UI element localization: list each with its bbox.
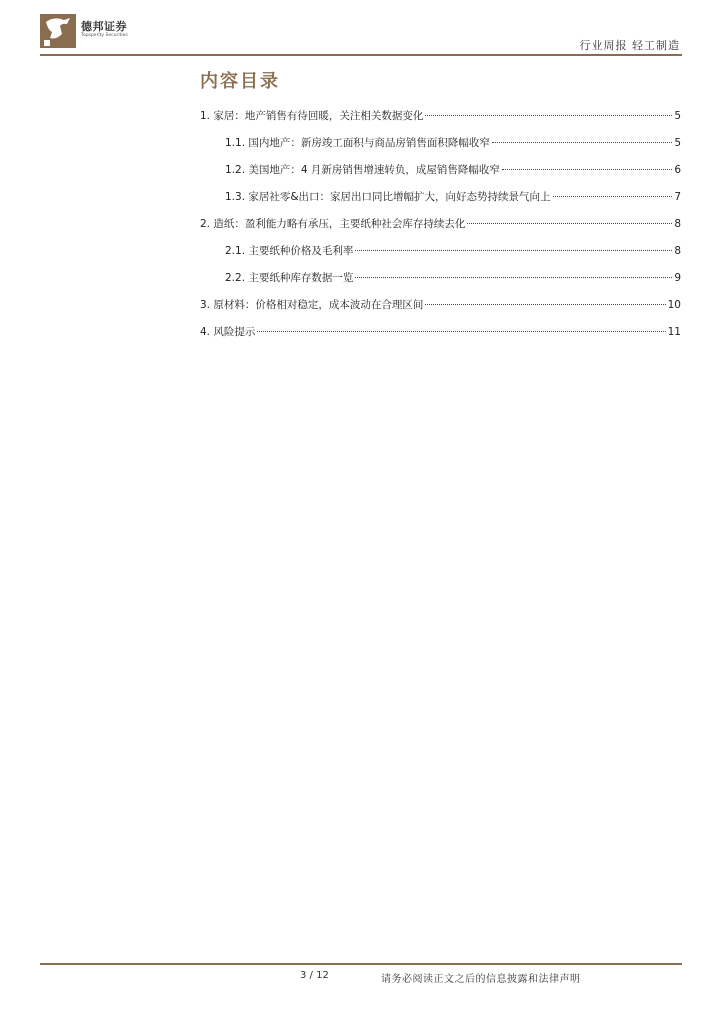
footer-divider [40, 963, 682, 965]
toc-entry-label: 1.3. 家居社零&出口：家居出口同比增幅扩大，向好态势持续景气向上 [225, 191, 551, 203]
toc-leader [257, 331, 665, 332]
page-header [0, 0, 724, 60]
toc-entry[interactable] [200, 297, 681, 311]
toc-entry-page: 5 [674, 137, 681, 149]
toc-entry[interactable] [225, 243, 681, 257]
toc-entry[interactable] [225, 135, 681, 149]
toc-entry-label: 1.2. 美国地产：4 月新房销售增速转负，成屋销售降幅收窄 [225, 164, 500, 176]
brand-name-cn: 德邦证券 [81, 20, 127, 33]
toc-entry[interactable] [225, 189, 681, 203]
toc-entry-label: 3. 原材料：价格相对稳定，成本波动在合理区间 [200, 299, 424, 311]
toc-leader [492, 142, 672, 143]
report-type: 行业周报 轻工制造 [579, 39, 680, 52]
topsperity-logo-icon [40, 14, 76, 48]
toc-leader [467, 223, 672, 224]
toc-leader [355, 250, 672, 251]
toc-entry[interactable] [200, 108, 681, 122]
toc-leader [553, 196, 673, 197]
toc-leader [425, 304, 665, 305]
brand-name-en: Topsperity Securities [81, 33, 128, 38]
toc-entry[interactable] [225, 270, 681, 284]
header-divider [40, 54, 682, 56]
toc-entry-page: 9 [674, 272, 681, 284]
toc-leader [502, 169, 672, 170]
toc-entry-page: 10 [667, 299, 681, 311]
legal-disclaimer-note: 请务必阅读正文之后的信息披露和法律声明 [381, 974, 581, 985]
toc-leader [425, 115, 672, 116]
toc-entry[interactable] [225, 162, 681, 176]
toc-entry[interactable] [200, 324, 681, 338]
toc-entry[interactable] [200, 216, 681, 230]
toc-entry-page: 6 [674, 164, 681, 176]
toc-entry-page: 5 [674, 110, 681, 122]
toc-leader [355, 277, 672, 278]
toc-entry-label: 1. 家居：地产销售有待回暖，关注相关数据变化 [200, 110, 424, 122]
toc-entry-page: 8 [674, 218, 681, 230]
toc-entry-label: 2. 造纸：盈利能力略有承压，主要纸种社会库存持续去化 [200, 218, 466, 230]
toc-title: 内容目录 [200, 71, 280, 92]
toc-entry-page: 8 [674, 245, 681, 257]
toc-entry-label: 2.1. 主要纸种价格及毛利率 [225, 245, 354, 257]
toc-entry-label: 2.2. 主要纸种库存数据一览 [225, 272, 354, 284]
toc-entry-page: 7 [674, 191, 681, 203]
toc-entry-label: 4. 风险提示 [200, 326, 256, 338]
toc-entry-label: 1.1. 国内地产：新房竣工面积与商品房销售面积降幅收窄 [225, 137, 490, 149]
page-number: 3 / 12 [300, 970, 329, 981]
toc-entry-page: 11 [667, 326, 681, 338]
